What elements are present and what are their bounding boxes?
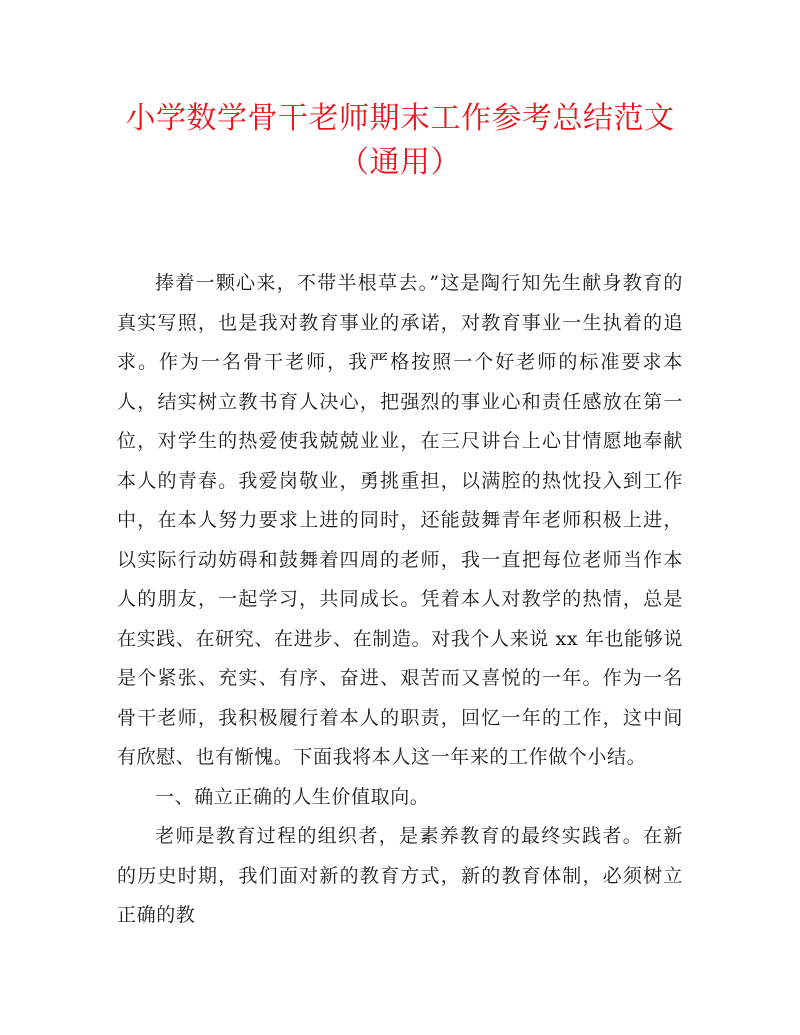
section-heading-1: 一、确立正确的人生价值取向。 xyxy=(155,785,430,808)
paragraph-section-1: 老师是教育过程的组织者，是素养教育的最终实践者。在新的历史时期，我们面对新的教育方式，新的教育体制，必须树立正确的教 xyxy=(117,825,683,926)
document-title: 小学数学骨干老师期末工作参考总结范文（通用） xyxy=(125,101,675,180)
document-body xyxy=(117,264,683,936)
paragraph-intro: 捧着一颗心来，不带半根草去。”这是陶行知先生献身教育的真实写照，也是我对教育事业的承诺，对教育事业一生执着的追求。作为一名骨干老师，我严格按照一个好老师的标准要求本人，结实树立教书育人决心，把强烈的事业心和责任感放在第一位，对学生的热爱使我兢兢业业，在三尺讲台上心甘情愿地奉献本人的青春。我爱岗敬业，勇挑重担，以满腔的热忱投入到工作中，在本人努力要求上进的同时，还能鼓舞青年老师积极上进，以实际行动妨碍和鼓舞着四周的老师，我一直把每位老师当作本人的朋友，一起学习，共同成长。凭着本人对教学的热情，总是在实践、在研究、在进步、在制造。对我个人来说 xx 年也能够说是个紧张、充实、有序、奋进、艰苦而又喜悦的一年。作为一名骨干老师，我积极履行着本人的职责，回忆一年的工作，这中间有欣慰、也有惭愧。下面我将本人这一年来的工作做个小结。 xyxy=(117,272,683,768)
